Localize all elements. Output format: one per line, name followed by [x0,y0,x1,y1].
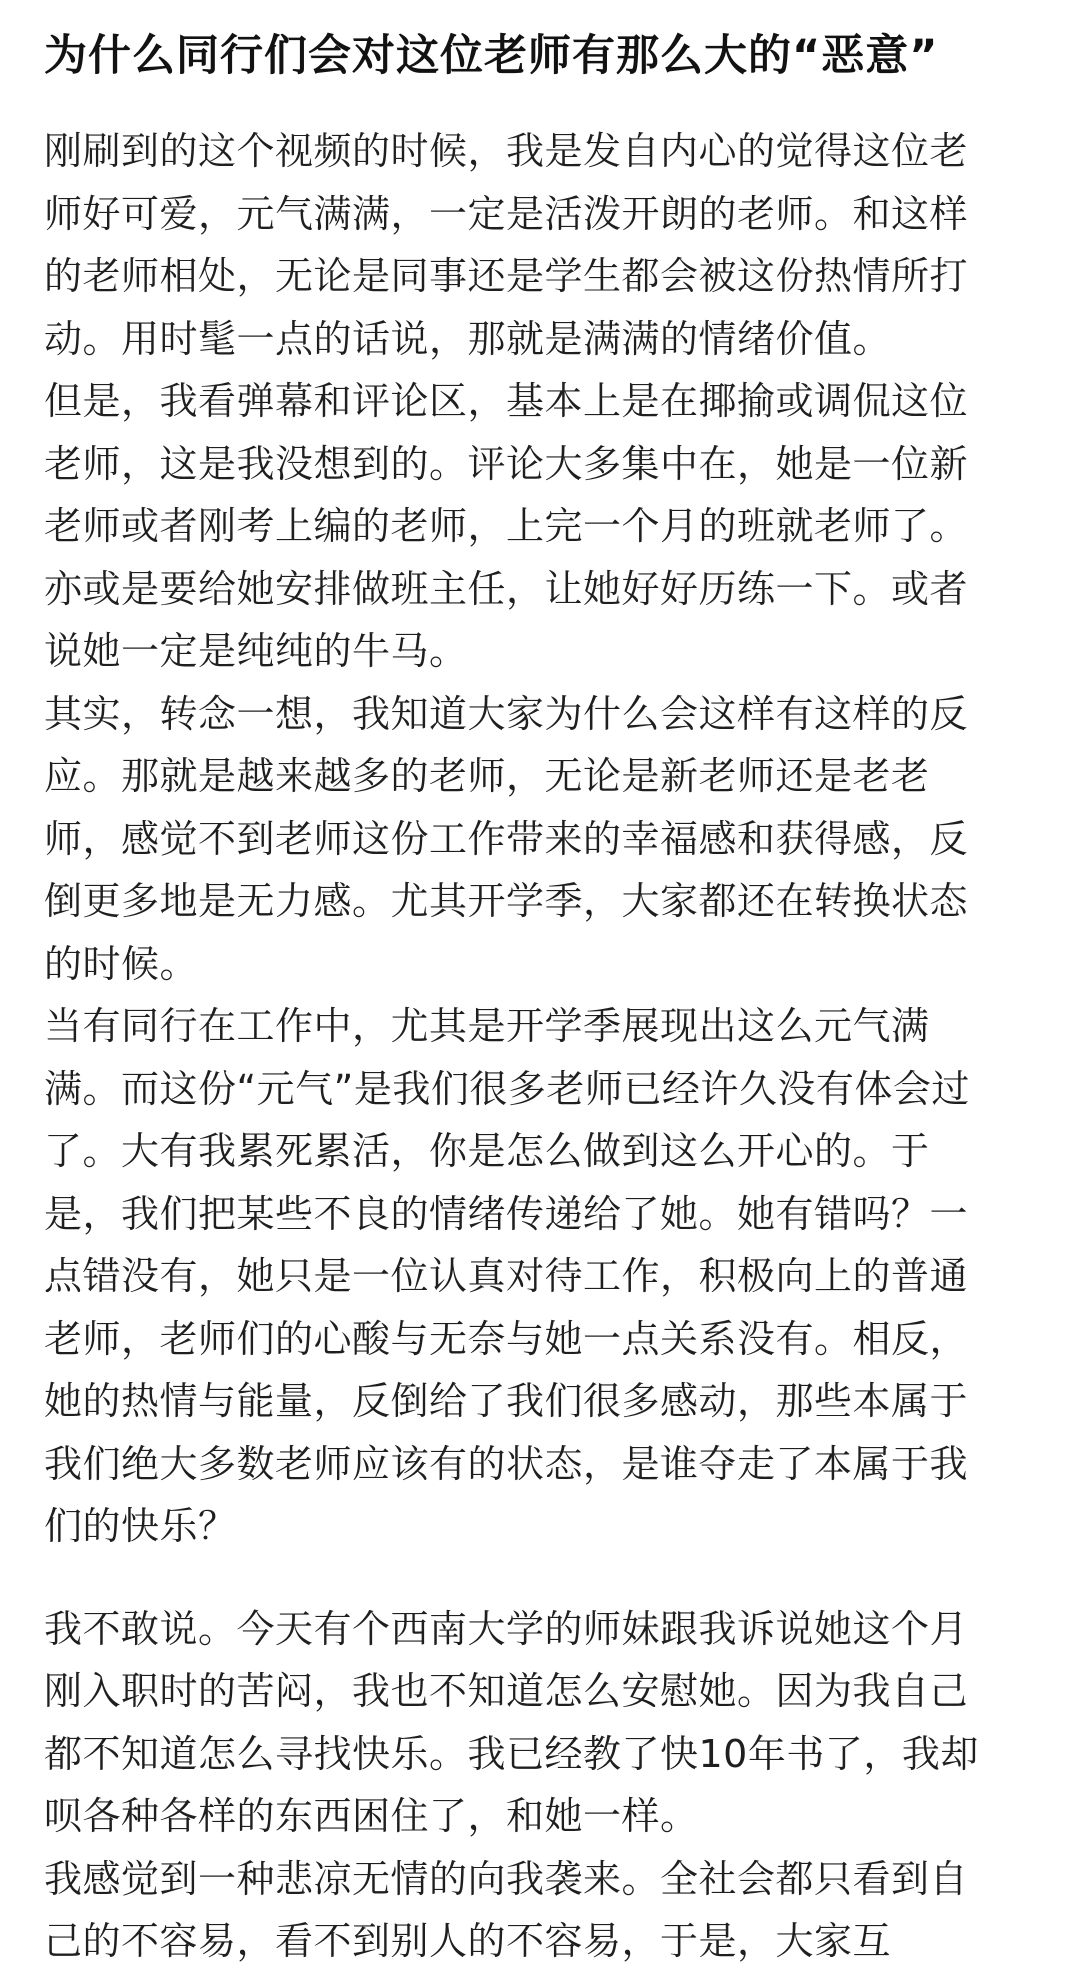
paragraph: 刚刷到的这个视频的时候，我是发自内心的觉得这位老师好可爱，元气满满，一定是活泼开朗的老师。和这样的老师相处，无论是同事还是学生都会被这份热情所打动。用时髦一点的话说，那就是满满的情绪价值。 [44,129,969,361]
paragraph: 当有同行在工作中，尤其是开学季展现出这么元气满满。而这份“元气”是我们很多老师已经许久没有体会过了。大有我累死累活，你是怎么做到这么开心的。于是，我们把某些不良的情绪传递给了她。她有错吗？一点错没有，她只是一位认真对待工作，积极向上的普通老师，老师们的心酸与无奈与她一点关系没有。相反，她的热情与能量，反倒给了我们很多感动，那些本属于我们绝大多数老师应该有的状态，是谁夺走了本属于我们的快乐？ [44,1004,970,1548]
paragraph: 我不敢说。今天有个西南大学的师妹跟我诉说她这个月刚入职时的苦闷，我也不知道怎么安慰她。因为我自己都不知道怎么寻找快乐。我已经教了快10年书了，我却呗各种各样的东西困住了，和她一样。 [44,1606,979,1838]
paragraph: 但是，我看弹幕和评论区，基本上是在揶揄或调侃这位老师，这是我没想到的。评论大多集中在，她是一位新老师或者刚考上编的老师，上完一个月的班就老师了。亦或是要给她安排做班主任，让她好好历练一下。或者说她一定是纯纯的牛马。 [44,379,969,673]
article-title: 为什么同行们会对这位老师有那么大的“恶意” [44,31,939,81]
paragraph-spacer [44,1558,1004,1598]
paragraph: 我感觉到一种悲凉无情的向我袭来。全社会都只看到自己的不容易，看不到别人的不容易，于是，大家互 [44,1856,969,1963]
paragraph: 其实，转念一想，我知道大家为什么会这样有这样的反应。那就是越来越多的老师，无论是新老师还是老老师，感觉不到老师这份工作带来的幸福感和获得感，反倒更多地是无力感。尤其开学季，大家都还在转换状态的时候。 [44,691,969,986]
article [44,0,1004,1973]
article-body [44,120,1004,1973]
